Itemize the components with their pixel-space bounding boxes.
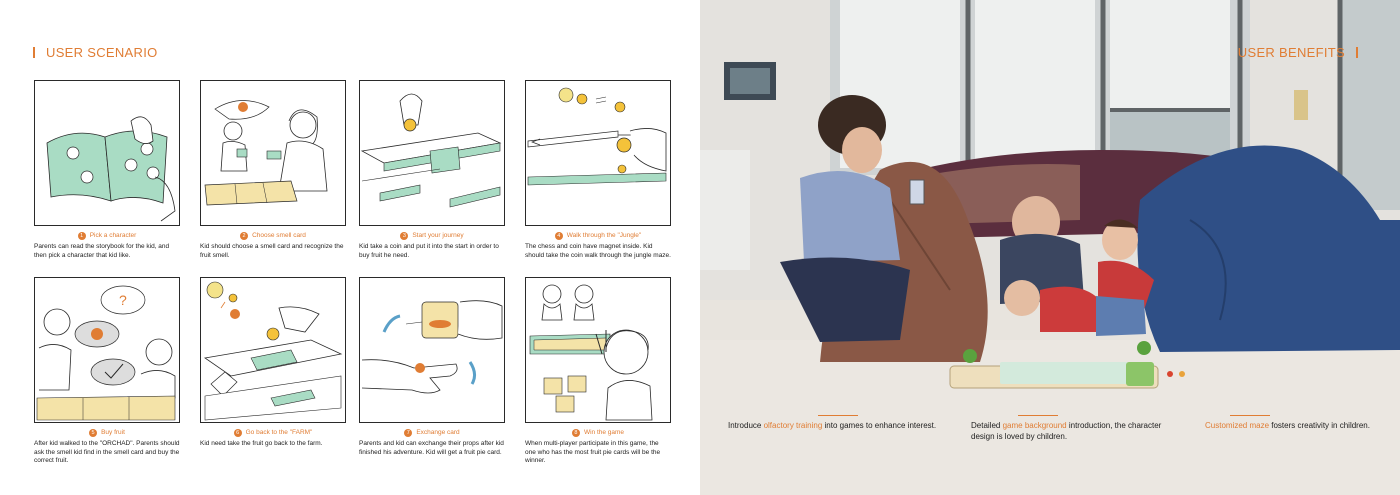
step-illustration-6 xyxy=(200,277,346,423)
user-benefits-page xyxy=(700,0,1400,495)
user-benefits-heading: USER BENEFITS xyxy=(1238,45,1358,60)
step-desc-8: When multi-player participate in this game, the one who has the most fruit pie cards will be the winner. xyxy=(525,440,661,465)
step-card-2 xyxy=(200,80,346,260)
benefit-underline-1 xyxy=(818,415,858,416)
step-desc-5: After kid walked to the "ORCHAD". Parents should ask the smell kid find in the smell card and buy the correct fruit. xyxy=(34,440,180,465)
step-card-4 xyxy=(525,80,671,260)
step-desc-4: The chess and coin have magnet inside. Kid should take the coin walk through the jungle maze. xyxy=(525,243,671,259)
win-game-illustration xyxy=(526,278,670,422)
step-title-5: 5 Buy fruit xyxy=(34,429,180,437)
step-illustration-8 xyxy=(525,277,671,423)
step-title-6: 6 Go back to the "FARM" xyxy=(200,429,346,437)
step-card-1 xyxy=(34,80,180,260)
step-illustration-4 xyxy=(525,80,671,226)
coin-slot-illustration xyxy=(360,81,504,225)
benefit-caption-2: Detailed game background introduction, the character design is loved by children. xyxy=(971,421,1162,441)
exchange-card-illustration xyxy=(360,278,504,422)
benefit-caption-1: Introduce olfactory training into games to enhance interest. xyxy=(728,421,937,430)
jungle-maze-illustration xyxy=(526,81,670,225)
heading-bar xyxy=(33,47,35,58)
farm-return-illustration xyxy=(201,278,345,422)
step-title-7: 7 Exchange card xyxy=(359,429,505,437)
step-illustration-7 xyxy=(359,277,505,423)
benefit-underline-3 xyxy=(1230,415,1270,416)
smell-card-illustration xyxy=(201,81,345,225)
step-desc-2: Kid should choose a smell card and recognize the fruit smell. xyxy=(200,243,344,259)
step-desc-3: Kid take a coin and put it into the start in order to buy fruit he need. xyxy=(359,243,499,259)
step-desc-7: Parents and kid can exchange their props after kid finished his adventure. Kid will get a fruit pie card. xyxy=(359,440,504,456)
step-illustration-3 xyxy=(359,80,505,226)
heading-bar xyxy=(1356,47,1358,58)
step-card-7 xyxy=(359,277,505,457)
svg-text:?: ? xyxy=(119,292,127,308)
buy-fruit-illustration xyxy=(35,278,179,422)
step-illustration-1 xyxy=(34,80,180,226)
step-title-8: 8 Win the game xyxy=(525,429,671,437)
user-scenario-heading: USER SCENARIO xyxy=(33,45,158,60)
benefit-underline-2 xyxy=(1018,415,1058,416)
step-illustration-5 xyxy=(34,277,180,423)
step-title-1: 1 Pick a character xyxy=(34,232,180,240)
storybook-illustration xyxy=(35,81,179,225)
step-card-8 xyxy=(525,277,671,466)
step-title-2: 2 Choose smell card xyxy=(200,232,346,240)
step-title-3: 3 Start your journey xyxy=(359,232,505,240)
step-desc-6: Kid need take the fruit go back to the farm. xyxy=(200,440,323,447)
step-illustration-2 xyxy=(200,80,346,226)
step-desc-1: Parents can read the storybook for the kid, and then pick a character that kid like. xyxy=(34,243,170,259)
step-title-4: 4 Walk through the "Jungle" xyxy=(525,232,671,240)
step-card-3 xyxy=(359,80,505,260)
benefit-caption-3: Customized maze fosters creativity in children. xyxy=(1205,421,1370,430)
step-card-5 xyxy=(34,277,180,466)
step-card-6 xyxy=(200,277,346,449)
